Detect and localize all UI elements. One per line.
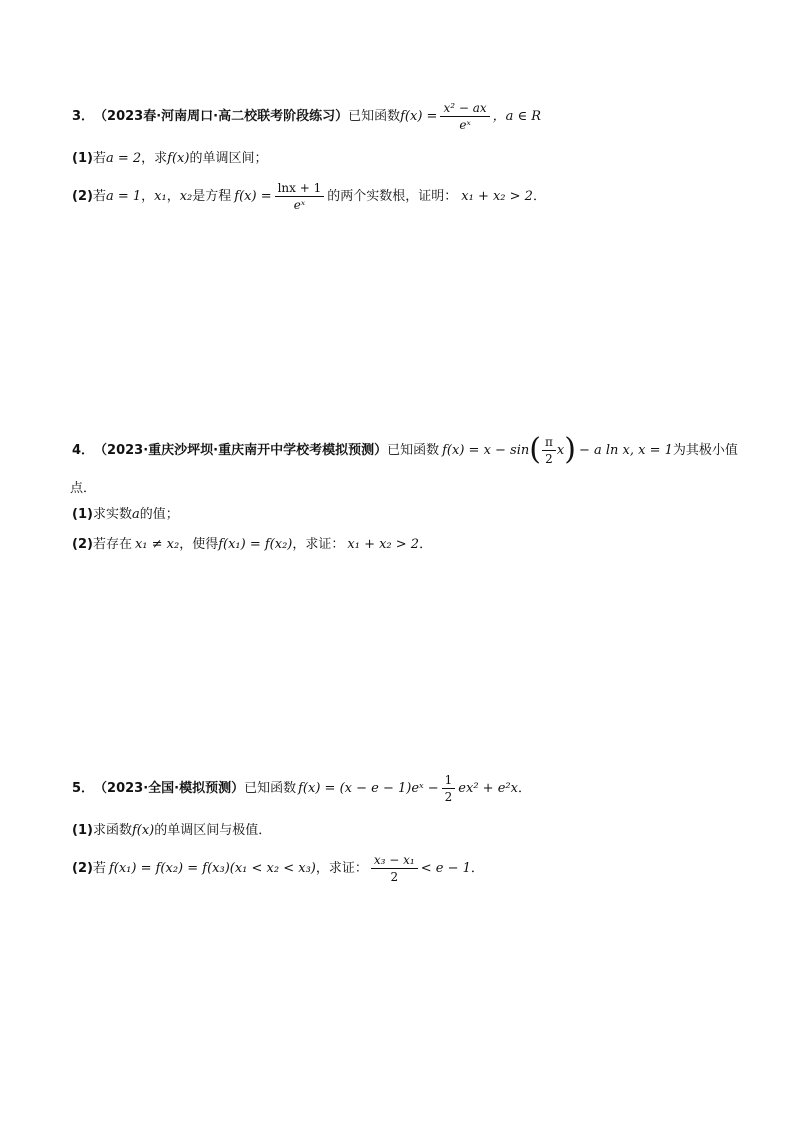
stem-math-tail: x bbox=[556, 442, 565, 458]
part-math: f(x) = bbox=[234, 188, 272, 204]
stem-suffix: ． bbox=[517, 780, 531, 796]
part-text: ， bbox=[141, 188, 155, 204]
part-math: f(x) bbox=[167, 150, 190, 166]
left-paren: ( bbox=[529, 432, 541, 467]
part-text: 求函数 bbox=[92, 822, 132, 838]
part-text: 的两个实数根，证明： bbox=[327, 188, 458, 204]
problem-4-stem-wrap bbox=[70, 478, 96, 498]
problem-source: （2023·重庆沙坪坝·重庆南开中学校考模拟预测） bbox=[94, 442, 388, 458]
stem-math-rest: − a ln x, x = 1 bbox=[578, 442, 673, 458]
part-text: ， bbox=[166, 188, 180, 204]
part-math: a = 1 bbox=[105, 188, 142, 204]
part-math: a = 2 bbox=[105, 150, 142, 166]
fraction-numerator: lnx + 1 bbox=[275, 182, 325, 197]
stem-suffix: ，a ∈ R bbox=[492, 108, 542, 124]
fraction-denominator: eˣ bbox=[293, 197, 306, 212]
part-label: (2) bbox=[72, 536, 93, 552]
problem-number: 5． bbox=[72, 780, 95, 796]
stem-fraction bbox=[442, 774, 456, 803]
fraction-denominator: 2 bbox=[444, 789, 453, 804]
part-math: f(x₁) = f(x₂) = f(x₃)(x₁ < x₂ < x₃) bbox=[108, 860, 316, 876]
part-text: ，使得 bbox=[179, 536, 219, 552]
part-text: 若 bbox=[92, 188, 106, 204]
fraction-denominator: 2 bbox=[545, 451, 553, 466]
part-math: f(x) bbox=[131, 822, 155, 838]
part-label: (2) bbox=[72, 188, 93, 204]
part-math: x₁ + x₂ > 2 bbox=[461, 188, 533, 204]
problem-number: 4． bbox=[72, 442, 95, 458]
stem-text: 已知函数 bbox=[244, 780, 297, 796]
part-text: ，求证： bbox=[292, 536, 345, 552]
stem-math-rest: ex² + e²x bbox=[458, 780, 518, 796]
part-text: 若存在 bbox=[92, 536, 132, 552]
part-text: ． bbox=[470, 860, 484, 876]
problem-3-part-1 bbox=[72, 148, 267, 168]
part-text: 若 bbox=[92, 860, 106, 876]
fraction-numerator: x² − ax bbox=[440, 102, 489, 117]
part-label: (2) bbox=[72, 860, 93, 876]
stem-math: f(x) = x − sin bbox=[442, 442, 530, 458]
stem-math: f(x) = (x − e − 1)eˣ − bbox=[298, 780, 439, 796]
right-paren: ) bbox=[564, 432, 576, 467]
problem-4-stem bbox=[72, 428, 738, 472]
part-math: f(x₁) = f(x₂) bbox=[218, 536, 293, 552]
part-text: ，求证： bbox=[315, 860, 368, 876]
fraction-denominator: eˣ bbox=[459, 117, 471, 132]
problem-4-part-2 bbox=[72, 534, 432, 554]
part-text: 若 bbox=[92, 150, 106, 166]
problem-5-stem bbox=[72, 768, 531, 808]
part-label: (1) bbox=[72, 822, 93, 838]
problem-5-part-2 bbox=[72, 848, 484, 888]
part-math: a bbox=[131, 506, 140, 522]
problem-3-part-2 bbox=[72, 176, 546, 216]
problem-5-part-1 bbox=[72, 820, 271, 840]
part-text: 是方程 bbox=[192, 188, 232, 204]
stem-text: 已知函数 bbox=[348, 108, 401, 124]
part-text: 的单调区间； bbox=[189, 150, 268, 166]
part-text: 的单调区间与极值． bbox=[154, 822, 272, 838]
part-math: x₁ + x₂ > 2 bbox=[347, 536, 420, 552]
fraction-numerator: x₃ − x₁ bbox=[371, 854, 418, 869]
fraction-numerator: 1 bbox=[442, 774, 456, 789]
part-text: 求实数 bbox=[92, 506, 132, 522]
part-math: x₂ bbox=[179, 188, 193, 204]
problem-3-stem bbox=[72, 96, 541, 136]
part-text: ，求 bbox=[141, 150, 168, 166]
part-math: x₁ bbox=[154, 188, 167, 204]
problem-source: （2023春·河南周口·高二校联考阶段练习） bbox=[94, 108, 349, 124]
part-fraction bbox=[371, 854, 418, 883]
part-label: (1) bbox=[72, 506, 93, 522]
part-fraction bbox=[275, 182, 325, 211]
problem-number: 3． bbox=[72, 108, 95, 124]
stem-math: f(x) = bbox=[400, 108, 438, 124]
stem-fraction bbox=[542, 436, 556, 465]
part-text: ． bbox=[419, 536, 433, 552]
stem-text: 已知函数 bbox=[387, 442, 440, 458]
fraction-numerator: π bbox=[542, 436, 556, 451]
part-text: 的值； bbox=[139, 506, 179, 522]
stem-fraction bbox=[440, 102, 489, 131]
part-math: < e − 1 bbox=[420, 860, 471, 876]
part-math: x₁ ≠ x₂ bbox=[134, 536, 180, 552]
stem-suffix: 为其极小值 bbox=[672, 442, 738, 458]
fraction-denominator: 2 bbox=[390, 869, 399, 884]
problem-4-part-1 bbox=[72, 504, 179, 524]
part-label: (1) bbox=[72, 150, 93, 166]
part-text: ． bbox=[532, 188, 546, 204]
problem-source: （2023·全国·模拟预测） bbox=[94, 780, 245, 796]
stem-wrap: 点． bbox=[70, 480, 97, 496]
